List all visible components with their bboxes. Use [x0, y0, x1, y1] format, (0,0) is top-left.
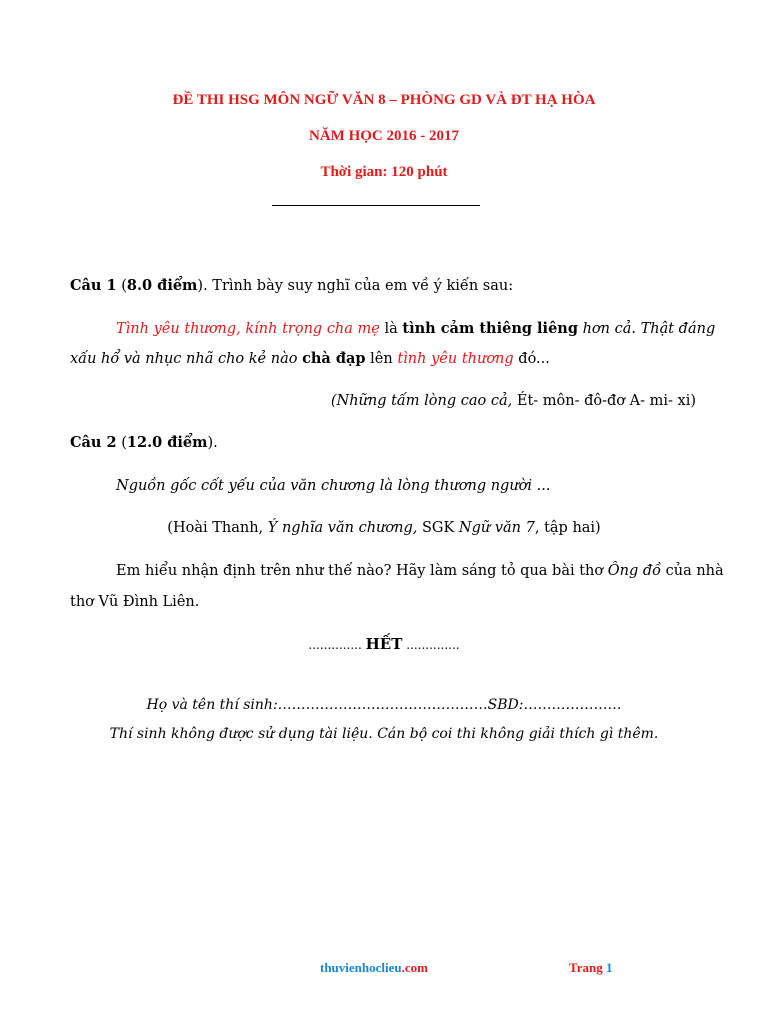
quote-1-source: [331, 386, 696, 416]
question-1-points-open: (: [116, 278, 127, 294]
end-dots-right: ..............: [402, 638, 460, 652]
quote-2-source-work: Ý nghĩa văn chương,: [267, 520, 418, 536]
exam-title: ĐỀ THI HSG MÔN NGỮ VĂN 8 – PHÒNG GD VÀ ĐT HẠ HÒA: [172, 92, 596, 108]
quote-1-line-1: [116, 314, 715, 344]
exam-rule-note: Thí sinh không được sử dụng tài liệu. Cán bộ coi thi không giải thích gì thêm.: [109, 726, 659, 742]
footer-site-name: thuvienhoclieu: [320, 960, 402, 975]
question-2-points-close: ).: [207, 435, 218, 451]
footer-page-label: Trang: [569, 960, 606, 975]
question-2-task-text-1: Em hiểu nhận định trên như thế nào? Hãy làm sáng tỏ qua bài thơ: [116, 563, 608, 579]
end-label: HẾT: [365, 635, 403, 653]
question-2-task-line-1: [116, 556, 724, 586]
question-2-label: Câu 2: [70, 434, 117, 451]
quote-1-red-phrase-2: tình yêu thương: [397, 351, 514, 367]
title-divider: [272, 205, 480, 206]
quote-1-bold-1: tình cảm thiêng liêng: [402, 320, 578, 337]
time-limit: Thời gian: 120 phút: [320, 164, 448, 180]
question-2-poem-title: Ông đồ: [607, 563, 662, 579]
question-2: [70, 428, 218, 458]
question-2-task-line-2: thơ Vũ Đình Liên.: [70, 594, 200, 610]
quote-2-source-book: Ngữ văn 7: [458, 520, 535, 536]
end-marker: [0, 629, 768, 660]
quote-2-source: [0, 513, 768, 543]
footer-site-link[interactable]: [320, 960, 428, 976]
quote-1-red-phrase-1: Tình yêu thương, kính trọng cha mẹ: [116, 321, 380, 337]
question-2-points-open: (: [116, 435, 127, 451]
question-2-points: 12.0 điểm: [126, 434, 208, 451]
quote-1-line-2: [70, 344, 550, 374]
question-1-prompt: ). Trình bày suy nghĩ của em về ý kiến sau:: [197, 278, 514, 294]
quote-1-source-book: (Những tấm lòng cao cả,: [330, 393, 517, 409]
school-year: NĂM HỌC 2016 - 2017: [309, 128, 459, 144]
quote-2-source-author: (Hoài Thanh,: [167, 520, 268, 536]
quote-2-source-volume: , tập hai): [534, 520, 601, 536]
question-1: [70, 271, 513, 301]
quote-1-text-4: lên: [365, 351, 398, 367]
question-2-task-text-2: của nhà: [661, 563, 724, 579]
candidate-info-line: Họ và tên thí sinh:………………………………………SBD:…………………: [146, 697, 622, 713]
quote-1-text-5: đó...: [513, 351, 550, 367]
footer-site-domain: .com: [401, 960, 428, 975]
quote-1-text-2: hơn cả. Thật đáng: [577, 321, 716, 337]
quote-2-source-sgk: SGK: [417, 520, 459, 536]
quote-1-bold-2: chà đạp: [302, 350, 366, 367]
quote-1-text-1: là: [379, 321, 403, 337]
end-dots-left: ..............: [308, 638, 366, 652]
quote-1-source-author: Ét- môn- đô-đơ A- mi- xi): [516, 393, 696, 409]
quote-2: Nguồn gốc cốt yếu của văn chương là lòng thương người ...: [116, 478, 551, 494]
footer-page-number: [569, 960, 612, 976]
footer-page-value: 1: [605, 960, 613, 975]
quote-1-text-3: xấu hổ và nhục nhã cho kẻ nào: [70, 351, 303, 367]
question-1-points: 8.0 điểm: [126, 277, 198, 294]
question-1-label: Câu 1: [70, 277, 117, 294]
